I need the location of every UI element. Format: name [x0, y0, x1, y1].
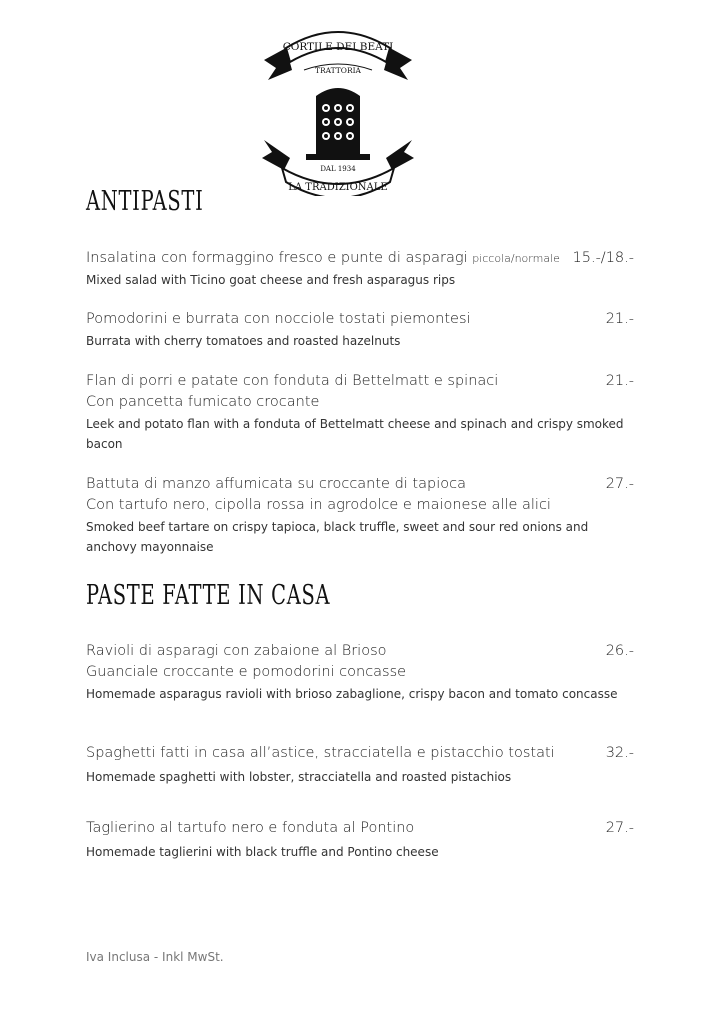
dish-description-en: Burrata with cherry tomatoes and roasted hazelnuts	[86, 334, 401, 348]
logo-subtitle: TRATTORIA	[315, 66, 361, 75]
menu-item	[86, 743, 634, 787]
dish-name-it: Insalatina con formaggino fresco e punte di asparagi	[86, 250, 468, 266]
dish-variant: piccola/normale	[472, 252, 560, 265]
dish-price: 21.-	[605, 373, 634, 389]
dish-name-it: Flan di porri e patate con fonduta di Bettelmatt e spinaci	[86, 373, 499, 389]
dish-description-en: Mixed salad with Ticino goat cheese and fresh asparagus rips	[86, 273, 456, 287]
menu-item	[86, 309, 634, 351]
dish-name-it: Ravioli di asparagi con zabaione al Brioso	[86, 643, 387, 659]
logo-name: CORTILE DEI BEATI	[282, 41, 394, 53]
dish-name-it-line2: Guanciale croccante e pomodorini concasse	[86, 664, 407, 680]
vat-note: Iva Inclusa - Inkl MwSt.	[86, 950, 224, 964]
dish-description-en: Homemade taglierini with black truffle and Pontino cheese	[86, 845, 439, 859]
dish-price: 32.-	[605, 745, 634, 761]
dish-name-it: Taglierino al tartufo nero e fonduta al Pontino	[86, 820, 415, 836]
dish-price: 27.-	[605, 820, 634, 836]
menu-item	[86, 474, 634, 557]
dish-price: 27.-	[605, 476, 634, 492]
dish-price: 26.-	[605, 643, 634, 659]
menu-item	[86, 371, 634, 454]
menu-item	[86, 641, 634, 704]
dish-name-it: Spaghetti fatti in casa all’astice, stracciatella e pistacchio tostati	[86, 745, 555, 761]
dish-description-en: Homemade spaghetti with lobster, stracciatella and roasted pistachios	[86, 770, 512, 784]
dish-name-it-line2: Con tartufo nero, cipolla rossa in agrodolce e maionese alle alici	[86, 497, 551, 513]
section-title-paste: PASTE FATTE IN CASA	[86, 580, 331, 611]
dish-price: 21.-	[605, 311, 634, 327]
menu-item	[86, 248, 634, 290]
section-title-antipasti: ANTIPASTI	[86, 186, 204, 217]
dish-description-en: Smoked beef tartare on crispy tapioca, black truffle, sweet and sour red onions and anchovy mayonnaise	[86, 520, 589, 554]
logo-tagline: LA TRADIZIONALE	[288, 182, 388, 193]
logo-since: DAL 1934	[320, 165, 356, 173]
restaurant-logo	[258, 18, 418, 196]
menu-item	[86, 818, 634, 862]
dish-name-it-line2: Con pancetta fumicato crocante	[86, 394, 320, 410]
dish-name-it: Battuta di manzo affumicata su croccante di tapioca	[86, 476, 466, 492]
dish-description-en: Homemade asparagus ravioli with brioso zabaglione, crispy bacon and tomato concasse	[86, 687, 618, 701]
dish-price: 15.-/18.-	[572, 250, 634, 266]
dish-description-en: Leek and potato flan with a fonduta of Bettelmatt cheese and spinach and crispy smoked bacon	[86, 417, 624, 451]
dish-name-it: Pomodorini e burrata con nocciole tostati piemontesi	[86, 311, 471, 327]
